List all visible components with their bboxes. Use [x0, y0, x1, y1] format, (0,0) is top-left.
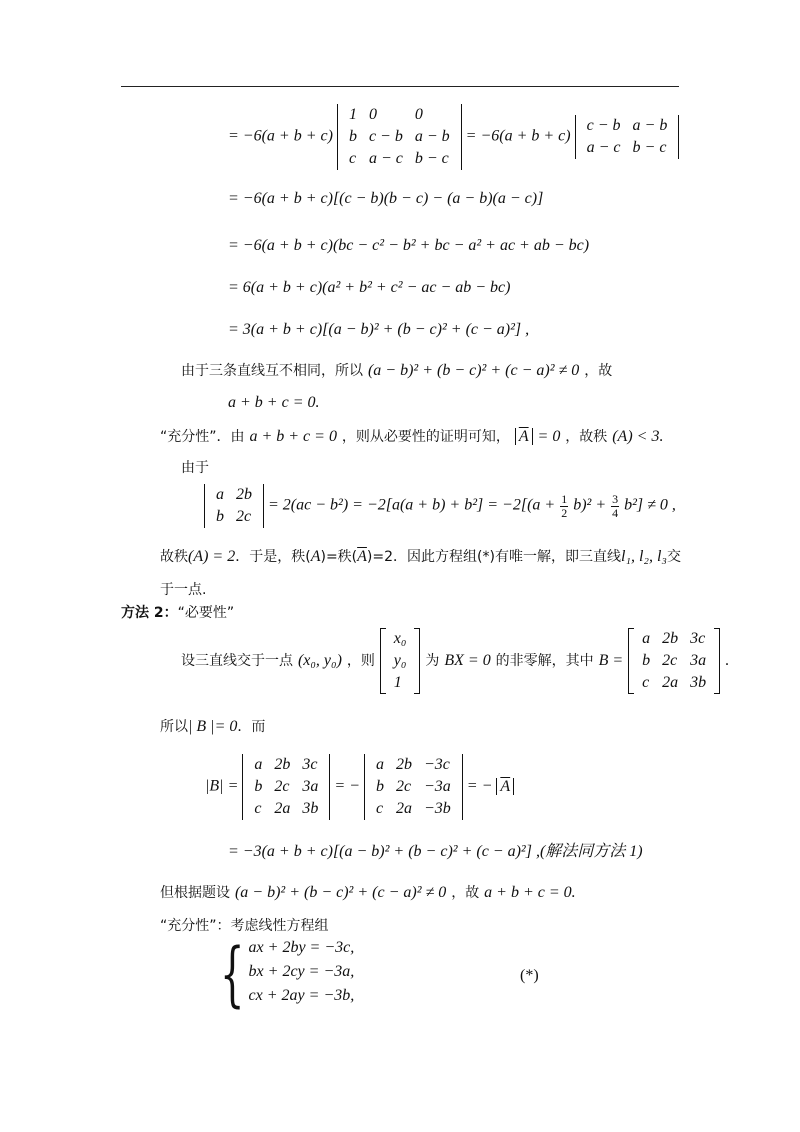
eq-line-3 — [228, 236, 589, 256]
matrix-cell: 1 — [393, 674, 402, 691]
matrix-cell: b — [348, 128, 357, 145]
matrix-cell: 3a — [302, 778, 319, 795]
matrix-cell: b — [216, 508, 224, 525]
numerator: 3 — [612, 491, 619, 506]
matrix-cell: 3a — [690, 652, 707, 669]
eq-text: = 6(a + b + c)(a² + b² + c² − ac − ab − bc) — [228, 279, 511, 296]
matrix-cell: 2c — [236, 508, 252, 525]
math: (A) < 3. — [612, 428, 664, 445]
fraction-three-quarters — [611, 493, 619, 520]
matrix-cell: b − c — [632, 139, 667, 156]
text: ，故 — [584, 363, 613, 379]
matrix-cell: 3c — [302, 756, 318, 773]
fraction-half — [560, 493, 568, 520]
eq-line-15 — [205, 754, 514, 820]
eq-line-2 — [228, 189, 543, 209]
eq-text: = 3(a + b + c)[(a − b)² + (b − c)² + (c − a)²] , — [228, 321, 530, 338]
math: (x₀, y₀) — [297, 652, 342, 669]
eq-line-7 — [228, 393, 320, 413]
math: (a − b)² + (b − c)² + (c − a)² ≠ 0 — [234, 884, 447, 901]
matrix-cell: c — [375, 800, 384, 817]
eq-text: = − — [334, 777, 360, 795]
math: $\overline{A}$ — [518, 428, 529, 445]
eq-line-4 — [228, 278, 510, 298]
math: (a − b)² + (b − c)² + (c − a)² ≠ 0 — [367, 362, 580, 379]
matrix-cell: c − b — [368, 128, 403, 145]
math: a + b + c = 0 — [249, 428, 337, 445]
math: | B |= 0 — [188, 718, 238, 735]
matrix-cell: b — [375, 778, 384, 795]
matrix-cell: 2b — [236, 486, 252, 503]
math: $\overline{A}$ — [357, 548, 367, 565]
equation-2: bx + 2cy = −3a, — [248, 963, 355, 980]
eq-line-5 — [228, 320, 529, 340]
system-equations — [249, 938, 355, 1010]
matrix-cell: a — [642, 630, 651, 647]
math: . — [725, 652, 730, 669]
left-brace: { — [220, 933, 245, 1015]
text: 设三直线交于一点 — [181, 653, 293, 669]
matrix-cell: x₀ — [393, 630, 407, 647]
para-det-zero — [160, 716, 265, 737]
matrix-cell: 2a — [395, 800, 412, 817]
denominator: 2 — [561, 505, 568, 520]
text: 故秩 — [160, 549, 188, 565]
eq-text: b²] ≠ 0 , — [624, 496, 676, 514]
math: = 0 — [537, 428, 561, 445]
text: 由于三条直线互不相同，所以 — [181, 363, 363, 379]
matrix-cell: b — [254, 778, 263, 795]
text: ，则从必要性的证明可知， — [341, 429, 510, 445]
matrix-cell: a — [216, 486, 224, 503]
equation-3: cx + 2ay = −3b, — [248, 987, 355, 1004]
text: ．而 — [237, 719, 266, 735]
matrix-cell: 3b — [302, 800, 319, 817]
matrix-cell: b − c — [414, 150, 449, 167]
text: “充分性”．由 — [160, 429, 245, 445]
eq-text: |B| = — [205, 777, 239, 795]
text: ．于是，秩( — [235, 549, 311, 565]
heading: 方法 2： — [121, 605, 178, 621]
text: ，故秩 — [565, 429, 608, 445]
equation-1: ax + 2by = −3c, — [248, 939, 355, 956]
text: )=2．因此方程组(*)有唯一解，即三直线 — [366, 549, 621, 565]
text: 但根据题设 — [160, 885, 230, 901]
eq-text: = 2(ac − b²) = −2[a(a + b) + b²] = −2[(a + — [268, 496, 556, 514]
matrix-cell: 2b — [274, 756, 291, 773]
matrix-cell: 2a — [662, 674, 679, 691]
matrix-cell: 2c — [395, 778, 412, 795]
matrix-cell: 3b — [690, 674, 707, 691]
text-one-point: 于一点. — [160, 582, 207, 598]
determinant-2x2 — [575, 115, 680, 159]
matrix-cell: 3c — [690, 630, 706, 647]
para-distinct-lines — [181, 360, 612, 381]
text: 的非零解，其中 — [495, 653, 594, 669]
eq-line-1 — [228, 104, 679, 170]
text-youyu: 由于 — [181, 460, 209, 476]
matrix-cell: a — [254, 756, 263, 773]
determinant-3x3 — [337, 104, 462, 170]
matrix-cell: 2b — [662, 630, 679, 647]
text: 为 — [425, 653, 440, 669]
matrix-cell: c — [642, 674, 650, 691]
matrix-cell: 2b — [395, 756, 412, 773]
eq-text: = −6(a + b + c) — [465, 127, 571, 145]
linear-system — [200, 933, 355, 1015]
math: (A) = 2 — [188, 548, 236, 565]
math: B = — [598, 652, 624, 669]
math: BX = 0 — [444, 652, 491, 669]
matrix-cell: a − b — [414, 128, 450, 145]
eq-text: b)² + — [573, 496, 607, 514]
matrix-cell: 2a — [274, 800, 291, 817]
matrix-cell: a — [375, 756, 384, 773]
matrix-cell: y₀ — [393, 652, 407, 669]
determinant-b — [242, 754, 330, 820]
math: A — [310, 548, 321, 565]
eq-text: = −6(a + b + c)(bc − c² − b² + bc − a² + ac + ab − bc) — [228, 237, 590, 254]
eq-text: = −3(a + b + c)[(a − b)² + (b − c)² + (c − a)²] ,(解法同方法 1) — [228, 843, 643, 860]
matrix-cell: a − c — [368, 150, 403, 167]
abs-bar-a — [496, 778, 514, 795]
text: ，则 — [346, 653, 375, 669]
para-intersect — [181, 628, 729, 694]
matrix-cell: a − b — [632, 117, 668, 134]
text: ，故 — [451, 885, 480, 901]
subheading: “必要性” — [177, 605, 235, 621]
matrix-cell: c — [254, 800, 262, 817]
para-by-assumption — [160, 882, 576, 903]
eq-text: a + b + c = 0. — [228, 394, 320, 411]
matrix-cell: −3a — [423, 778, 451, 795]
matrix-cell: b — [642, 652, 651, 669]
eq-line-16 — [228, 842, 643, 862]
equation-tag: (*) — [520, 967, 539, 984]
numerator: 1 — [561, 491, 568, 506]
matrix-cell: c — [348, 150, 357, 167]
matrix-cell: a − c — [586, 139, 621, 156]
matrix-cell: −3c — [423, 756, 450, 773]
determinant-2x2 — [204, 484, 264, 528]
matrix-cell: 2c — [662, 652, 678, 669]
matrix-b — [628, 628, 720, 694]
header-rule — [121, 86, 679, 87]
determinant-a — [364, 754, 463, 820]
eq-text: = −6(a + b + c)[(c − b)(b − c) − (a − b)(a − c)] — [228, 190, 544, 207]
method-2-heading — [121, 602, 234, 623]
text-consider-system: “充分性”：考虑线性方程组 — [160, 918, 329, 934]
math: a + b + c = 0. — [484, 884, 576, 901]
matrix-cell: 0 — [368, 106, 377, 123]
para-sufficiency — [160, 426, 663, 447]
matrix-cell: 2c — [274, 778, 290, 795]
eq-text: = −6(a + b + c) — [228, 127, 333, 145]
text: 所以 — [160, 719, 188, 735]
text: )=秩( — [320, 549, 358, 565]
math: $\overline{A}$ — [500, 777, 511, 795]
abs-bar-a — [515, 428, 533, 445]
matrix-cell: 0 — [414, 106, 423, 123]
vector-x0-y0-1 — [380, 628, 421, 694]
matrix-cell: 1 — [348, 106, 357, 123]
eq-text: = − — [466, 777, 493, 795]
math: l₁, l₂, l₃ — [620, 548, 667, 565]
matrix-cell: −3b — [423, 800, 451, 817]
denominator: 4 — [612, 505, 619, 520]
text: 交 — [666, 549, 681, 565]
para-rank — [160, 546, 681, 567]
matrix-cell: c − b — [586, 117, 621, 134]
eq-line-10 — [204, 484, 676, 528]
